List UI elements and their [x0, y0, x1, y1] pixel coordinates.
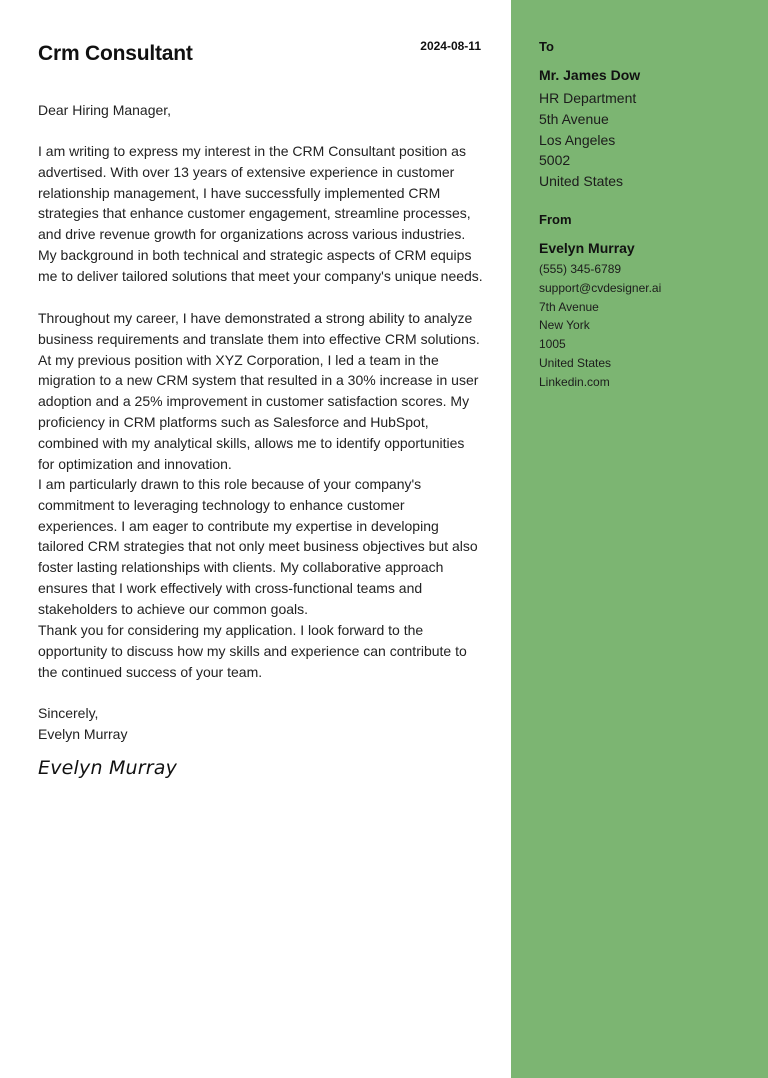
- recipient-country: United States: [539, 173, 624, 190]
- letter-date: 2024-08-11: [420, 39, 481, 53]
- closing-phrase: Sincerely,: [38, 705, 99, 721]
- paragraph-2: Throughout my career, I have demonstrated a strong ability to analyze business requirements and translate them into effective CRM solutions. At my previous position with XYZ Corporation, I led a team in the migration to a new CRM system that resulted in a 30% increase in user adoption and a 25% improvement in customer satisfaction scores. My proficiency in CRM platforms such as Salesforce and HubSpot, combined with my analytical skills, allows me to identify opportunities for optimization and innovation.: [38, 310, 480, 472]
- signature: Evelyn Murray: [38, 757, 178, 779]
- sender-zip: 1005: [539, 337, 566, 352]
- sender-country: United States: [539, 355, 612, 370]
- recipient-address: [539, 88, 636, 192]
- sender-street: 7th Avenue: [539, 299, 599, 314]
- to-heading: To: [539, 39, 554, 54]
- sender-name: Evelyn Murray: [539, 240, 635, 256]
- sender-linkedin: Linkedin.com: [539, 374, 610, 389]
- recipient-name: Mr. James Dow: [539, 67, 641, 83]
- recipient-zip: 5002: [539, 152, 571, 169]
- sender-email: support@cvdesigner.ai: [539, 280, 662, 295]
- page-title: Crm Consultant: [38, 42, 193, 65]
- paragraph-3: I am particularly drawn to this role because of your company's commitment to leveraging technology to enhance customer experiences. I am eager to contribute my expertise in developing tailored CRM strategies that not only meet business objectives but also foster lasting relationships with clients. My collaborative approach ensures that I work effectively with cross-functional teams and stakeholders to achieve our common goals.: [38, 476, 478, 617]
- sender-phone: (555) 345-6789: [539, 262, 622, 276]
- closing-block: [38, 703, 127, 745]
- salutation: Dear Hiring Manager,: [38, 102, 172, 118]
- closing-name: Evelyn Murray: [38, 726, 128, 742]
- recipient-street: 5th Avenue: [539, 110, 609, 127]
- recipient-department: HR Department: [539, 90, 637, 106]
- from-heading: From: [539, 212, 572, 227]
- paragraph-1: I am writing to express my interest in the CRM Consultant position as advertised. With over 13 years of extensive experience in customer relationship management, I have successfully implemented CRM strategies that enhance customer engagement, streamline processes, and drive revenue growth for organizations across various industries. My background in both technical and strategic aspects of CRM equips me to deliver tailored solutions that meet your company's unique needs.: [38, 143, 483, 284]
- recipient-city: Los Angeles: [539, 131, 616, 148]
- paragraph-4: Thank you for considering my application. I look forward to the opportunity to discuss how my skills and experience can contribute to the continued success of your team.: [38, 622, 467, 680]
- sender-city: New York: [539, 318, 590, 333]
- sender-contact: [539, 260, 661, 392]
